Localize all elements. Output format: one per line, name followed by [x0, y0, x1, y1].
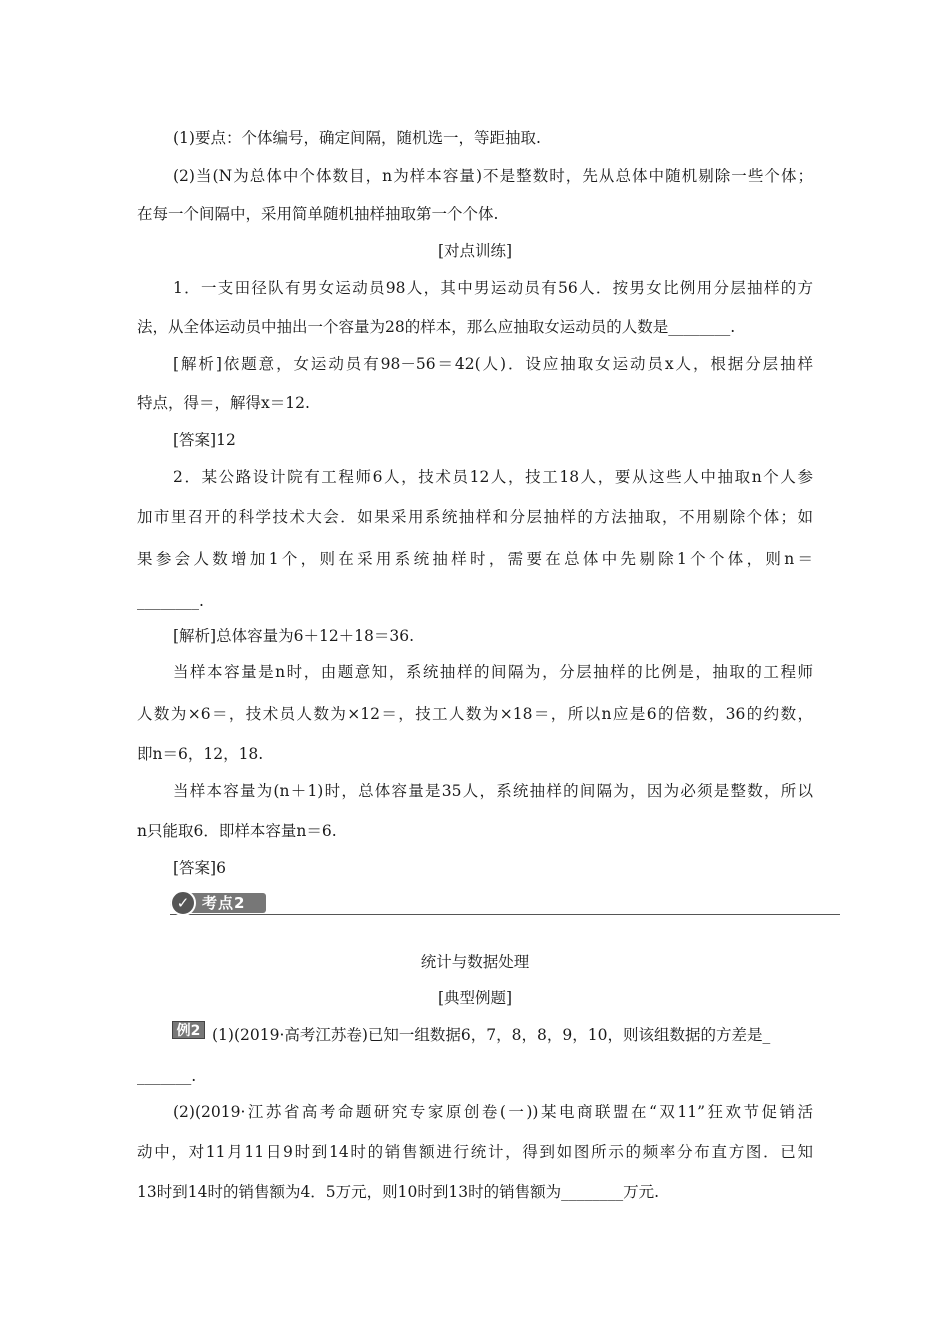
kaodian-header — [170, 893, 840, 917]
q2-answer: [答案]6 — [173, 859, 226, 877]
training-heading: [对点训练] — [437, 242, 513, 260]
q2-analysis-line-6: n只能取6．即样本容量n＝6. — [137, 822, 337, 840]
example-p1-line-1: (1)(2019·高考江苏卷)已知一组数据6，7，8，8，9，10，则该组数据的方差是_ — [212, 1026, 771, 1044]
q2-line-3: 果参会人数增加1个，则在采用系统抽样时，需要在总体中先剔除1个个体，则n＝ — [137, 550, 813, 568]
section-title: 统计与数据处理 — [420, 953, 530, 971]
q2-line-4: ________. — [137, 592, 204, 610]
q1-answer: [答案]12 — [173, 431, 236, 449]
q1-analysis-line-1: [解析]依题意，女运动员有98－56＝42(人)．设应抽取女运动员x人，根据分层抽样 — [173, 355, 813, 373]
q2-analysis-line-4: 即n＝6，12，18. — [137, 745, 264, 763]
example-p1-line-2: _______. — [137, 1067, 197, 1085]
q2-line-1: 2．某公路设计院有工程师6人，技术员12人，技工18人，要从这些人中抽取n个人参 — [173, 468, 813, 486]
kaodian-rule — [170, 914, 840, 915]
q1-analysis-line-2: 特点，得＝，解得x＝12. — [137, 394, 310, 412]
example-p2-line-3: 13时到14时的销售额为4．5万元，则10时到13时的销售额为________万元. — [137, 1183, 660, 1201]
q2-analysis-line-3: 人数为×6＝，技术员人数为×12＝，技工人数为×18＝，所以n应是6的倍数，36的约数， — [137, 705, 813, 723]
kaodian-badge — [170, 893, 266, 913]
q1-line-1: 1．一支田径队有男女运动员98人，其中男运动员有56人．按男女比例用分层抽样的方 — [173, 279, 813, 297]
point-1: (1)要点：个体编号，确定间隔，随机选一，等距抽取. — [173, 129, 541, 147]
q2-line-2: 加市里召开的科学技术大会．如果采用系统抽样和分层抽样的方法抽取，不用剔除个体；如 — [137, 508, 813, 526]
kaodian-label: 考点2 — [202, 894, 246, 912]
example-p2-line-2: 动中，对11月11日9时到14时的销售额进行统计，得到如图所示的频率分布直方图．已知 — [137, 1143, 813, 1161]
point-2-line-1: (2)当(N为总体中个体数目，n为样本容量)不是整数时，先从总体中随机剔除一些个体； — [173, 167, 813, 185]
check-icon: ✓ — [170, 890, 196, 916]
q2-analysis-line-2: 当样本容量是n时，由题意知，系统抽样的间隔为，分层抽样的比例是，抽取的工程师 — [173, 663, 813, 681]
typical-examples-heading: [典型例题] — [437, 989, 513, 1007]
q2-analysis-line-5: 当样本容量为(n＋1)时，总体容量是35人，系统抽样的间隔为，因为必须是整数，所以 — [173, 782, 813, 800]
point-2-line-2: 在每一个间隔中，采用简单随机抽样抽取第一个个体. — [137, 205, 499, 223]
q2-analysis-line-1: [解析]总体容量为6＋12＋18＝36. — [173, 627, 415, 645]
example-badge: 例2 — [172, 1021, 205, 1039]
example-p2-line-1: (2)(2019·江苏省高考命题研究专家原创卷(一))某电商联盟在“双11”狂欢节促销活 — [173, 1103, 813, 1121]
q1-line-2: 法，从全体运动员中抽出一个容量为28的样本，那么应抽取女运动员的人数是________. — [137, 318, 736, 336]
